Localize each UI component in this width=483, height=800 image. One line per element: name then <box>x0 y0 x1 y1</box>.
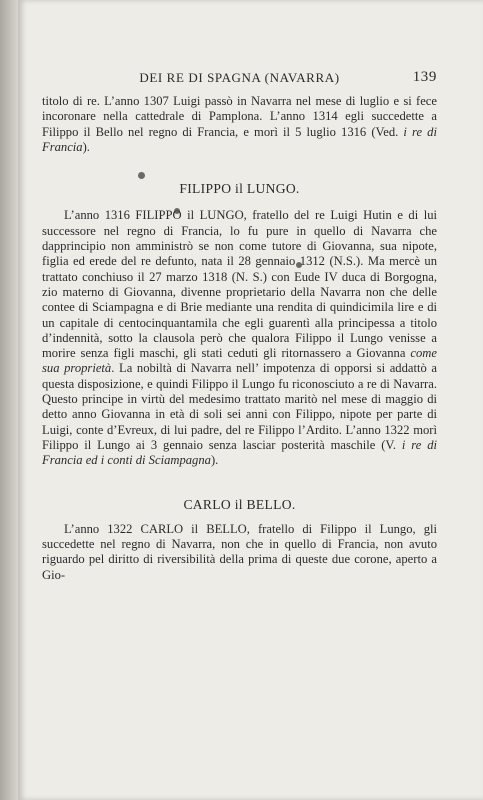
text-run: ). <box>210 453 219 468</box>
italic-reference: i re di Francia ed i conti di Sciampagna <box>42 437 437 468</box>
italic-phrase: come sua proprietà <box>42 346 437 376</box>
text-run: L’anno 1322 CARLO il BELLO, fratello di Filippo il Lungo, gli succedette nel regno di Navarra, non che in quello di Francia, non avuto riguardo pel diritto di riversibilità della prima di queste due corone, aperto a Gio- <box>42 521 437 582</box>
text-run: titolo di re. L’anno 1307 Luigi passò in Navarra nel mese di luglio e si fece incoronare nella cattedrale di Pamplona. L’anno 1314 egli succedette a Filippo il Bello nel regno di Francia, e morì il 5 luglio 1316 (Ved. <box>42 94 437 139</box>
italic-reference: i re di Francia <box>42 124 437 154</box>
running-head-title: DEI RE DI SPAGNA (NAVARRA) <box>139 70 340 85</box>
section-heading-filippo: FILIPPO il LUNGO. <box>179 181 300 197</box>
page-number: 139 <box>412 69 437 85</box>
paragraph-intro <box>42 94 437 155</box>
page-text <box>42 70 437 583</box>
paragraph-filippo <box>42 208 437 468</box>
page-fold-shadow <box>0 0 18 800</box>
section-heading-carlo: CARLO il BELLO. <box>183 496 296 512</box>
paragraph-carlo <box>42 522 437 583</box>
running-head <box>42 70 437 90</box>
text-run: L’anno 1316 FILIPPO il LUNGO, fratello del re Luigi Hutin e di lui successore nel regno di Francia, lo fu pure in quello di Navarra che dapprincipio non amministrò se non come tutore di Giovanna, sua nipote, figlia ed erede del re defunto, nata il 28 gennaio 1312 (N.S.). Ma mercè un trattato conchiuso il 27 marzo 1318 (N. S.) con Eude IV duca di Borgogna, zio materno di Giovanna, divenne proprietario della Navarra non che delle contee di Sciampagna e di Brie mediante una rendita di quindicimila lire e di un capitale di centocinquantamila che egli guarentì alla principessa a titolo d’indennità, sotto la clausola però che qualora Filippo il Lungo venisse a morire senza figli maschi, gli stati ceduti gli ritornassero a Giovanna <box>42 208 437 361</box>
text-run: ). <box>82 139 90 154</box>
text-run: . La nobiltà di Navarra nell’ impotenza di opporsi si addattò a questa disposizione, e quindi Filippo il Lungo fu riconosciuto a re di Navarra. Questo principe in virtù del medesimo trattato maritò nel mese di maggio di detto anno Giovanna in età di soli sei anni con Filippo, nipote per parte di Luigi, conte d’Evreux, di lui padre, del re Filippo l’Ardito. L’anno 1322 morì Filippo il Lungo ai 3 gennaio senza lasciar posterità maschile (V. <box>42 361 437 452</box>
